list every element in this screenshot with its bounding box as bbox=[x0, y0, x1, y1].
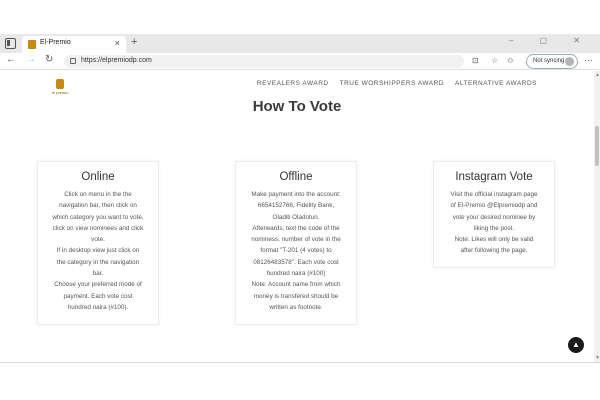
back-button[interactable]: ← bbox=[6, 54, 16, 65]
not-syncing-label: Not syncing bbox=[533, 58, 565, 64]
instagram-vote-card bbox=[433, 161, 555, 268]
profile-sync-button[interactable] bbox=[526, 54, 578, 69]
logo-icon bbox=[56, 79, 64, 89]
card-line: liking the post. bbox=[473, 224, 515, 232]
offline-vote-card bbox=[235, 161, 357, 325]
card-line: bar. bbox=[92, 270, 104, 278]
card-line: Visit the official instagram page bbox=[450, 191, 538, 198]
card-line: click on view nominees and click bbox=[52, 224, 144, 232]
tab-title: El-Premio bbox=[40, 39, 71, 46]
site-navigation bbox=[257, 80, 537, 87]
card-title: Instagram Vote bbox=[455, 171, 533, 183]
card-line: of El-Premio @Elpremiodp and bbox=[450, 202, 538, 210]
card-line: hundred naira (#100). bbox=[67, 303, 129, 311]
browser-tab[interactable] bbox=[22, 36, 126, 53]
card-line: Oladiti Oladotun. bbox=[272, 213, 320, 221]
card-line: format "T-201 (4 votes) to bbox=[260, 247, 332, 255]
section-title: How To Vote bbox=[252, 98, 342, 115]
site-logo[interactable] bbox=[52, 79, 68, 95]
favorite-star-icon[interactable]: ☆ bbox=[491, 56, 499, 65]
card-line: hundred naira (#100) bbox=[266, 270, 326, 278]
back-to-top-button[interactable]: ▲ bbox=[568, 337, 584, 353]
card-line: Afterwards; text the code of the bbox=[252, 224, 340, 232]
card-line: payment. Each vote cost bbox=[63, 292, 133, 300]
more-menu-icon[interactable]: ··· bbox=[584, 55, 593, 65]
bottom-blank-area bbox=[0, 362, 600, 400]
new-tab-button[interactable]: + bbox=[131, 36, 138, 48]
nav-alternative-awards[interactable]: ALTERNATIVE AWARDS bbox=[455, 80, 537, 87]
address-bar[interactable] bbox=[64, 55, 464, 68]
page-scrollbar[interactable] bbox=[594, 71, 600, 362]
browser-tab-strip bbox=[0, 34, 600, 53]
card-line: Make payment into the account: bbox=[251, 191, 341, 198]
top-blank-area bbox=[0, 0, 600, 34]
reader-mode-icon[interactable]: ⊡ bbox=[472, 56, 479, 65]
tab-actions-icon[interactable] bbox=[5, 38, 16, 49]
close-tab-icon[interactable]: × bbox=[114, 38, 120, 48]
browser-toolbar bbox=[0, 53, 600, 70]
avatar-icon bbox=[565, 57, 574, 66]
favorites-icon[interactable]: ✩ bbox=[507, 56, 514, 65]
card-line: navigation bar, then click on bbox=[59, 202, 137, 210]
scroll-thumb[interactable] bbox=[595, 126, 599, 166]
favicon-icon bbox=[28, 40, 36, 49]
scroll-up-icon[interactable]: ▲ bbox=[595, 72, 600, 78]
card-body bbox=[434, 189, 554, 257]
card-line: written as footnote. bbox=[269, 303, 323, 311]
card-line: Click on menu in the the bbox=[64, 191, 132, 198]
card-line: vote. bbox=[91, 236, 105, 244]
card-title: Offline bbox=[279, 171, 313, 183]
card-line: vote your desired nominee by bbox=[452, 213, 536, 221]
card-line: after following the page. bbox=[460, 247, 528, 255]
url-text[interactable]: https://elpremiodp.com bbox=[81, 57, 152, 64]
card-line: Choose your preferred mode of bbox=[54, 281, 142, 289]
card-line: 08126483578". Each vote cost bbox=[253, 258, 339, 266]
refresh-button[interactable]: ↻ bbox=[45, 54, 54, 65]
card-line: which category you want to vote, bbox=[52, 213, 144, 221]
card-body bbox=[236, 189, 356, 313]
logo-text: el premio bbox=[52, 90, 69, 95]
forward-button[interactable]: → bbox=[26, 54, 36, 65]
card-line: Note: Likes will only be valid bbox=[454, 236, 534, 244]
card-title: Online bbox=[81, 171, 115, 183]
window-controls[interactable]: – ▢ ✕ bbox=[508, 36, 592, 45]
page-viewport bbox=[0, 71, 594, 362]
card-line: If in desktop view just click on bbox=[56, 247, 140, 255]
card-line: the category in the navigation bbox=[56, 258, 140, 266]
lock-icon[interactable] bbox=[70, 58, 76, 64]
online-vote-card bbox=[37, 161, 159, 325]
card-body bbox=[38, 189, 158, 313]
card-line: money is transfered should be bbox=[253, 292, 339, 300]
card-line: 6654152766, Fidelity Bank, bbox=[257, 202, 335, 210]
card-line: Note: Account name from which bbox=[251, 281, 341, 289]
scroll-down-icon[interactable]: ▼ bbox=[595, 355, 600, 361]
card-line: nominess, number of vote in the bbox=[251, 236, 341, 244]
nav-revealers-award[interactable]: REVEALERS AWARD bbox=[256, 80, 329, 87]
nav-true-worshippers-award[interactable]: TRUE WORSHIPPERS AWARD bbox=[339, 80, 445, 87]
